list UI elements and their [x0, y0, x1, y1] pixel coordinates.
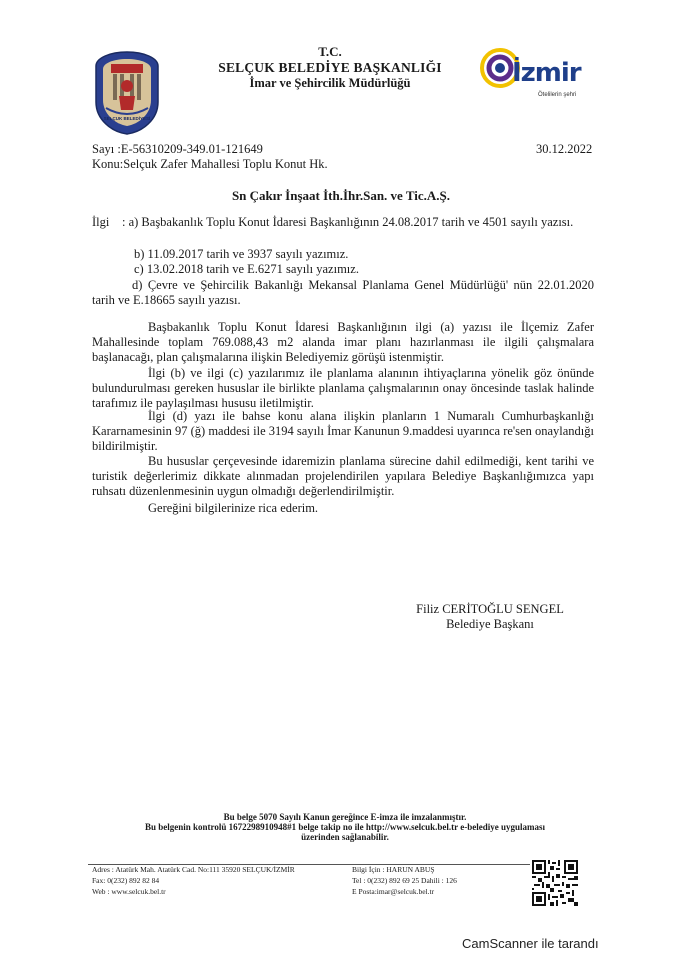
- addressee: Sn Çakır İnşaat İth.İhr.San. ve Tic.A.Ş.: [231, 188, 451, 203]
- esign-line-1: Bu belge 5070 Sayılı Kanun gereğince E-imza ile imzalanmıştır.: [223, 812, 467, 822]
- letterhead: [180, 44, 480, 91]
- document-number: Sayı :E-56310209-349.01-121649: [92, 142, 263, 156]
- qr-code: [532, 860, 578, 906]
- izmir-tagline: Ötelilerin şehri: [538, 92, 577, 98]
- document-subject: Konu:Selçuk Zafer Mahallesi Toplu Konut Hk.: [92, 157, 328, 171]
- qr-code-icon: [532, 860, 578, 906]
- footer-phone: Tel : 0(232) 892 69 25 Dahili : 126: [352, 876, 457, 885]
- document-date: 30.12.2022: [536, 142, 593, 156]
- signatory-title: Belediye Başkanı: [446, 617, 534, 631]
- ilgi-label: İlgi: [92, 215, 110, 229]
- header-institution: SELÇUK BELEDİYE BAŞKANLIĞI: [218, 60, 442, 75]
- footer-contact-person: Bilgi İçin : HARUN ABUŞ: [352, 865, 435, 874]
- izmir-wordmark: İzmir: [512, 58, 581, 88]
- ilgi-a: : a) Başbakanlık Toplu Konut İdaresi Başkanlığının 24.08.2017 tarih ve 4501 sayılı yazısı.: [122, 215, 574, 229]
- paragraph-3: İlgi (d) yazı ile bahse konu alana ilişkin planların 1 Numaralı Cumhurbaşkanlığı Kararnamesinin 97 (ğ) maddesi ile 3194 sayılı İmar Kanunun 9.maddesi uyarınca re'sen onaylandığı bildirilmiştir.: [92, 409, 594, 453]
- signature-block: [400, 602, 580, 632]
- paragraph-2: İlgi (b) ve ilgi (c) yazılarımız ile planlama alanının ihtiyaçlarına yönelik göz önünde bulundurulması gereken hususlar ile birlikte planlama çalışmalarının onay öncesinde taslak halinde tarafımız ile paylaşılması hususu iletilmiştir.: [92, 366, 594, 410]
- footer-web: Web : www.selcuk.bel.tr: [92, 887, 166, 896]
- header-department: İmar ve Şehircilik Müdürlüğü: [249, 76, 411, 90]
- emblem-text: SELÇUK BELEDİYESİ: [103, 116, 151, 121]
- izmir-logo: [478, 44, 598, 108]
- esign-notice: [80, 812, 610, 842]
- esign-line-2: Bu belgenin kontrolü 1672298910948#1 belge takip no ile http://www.selcuk.bel.tr e-belediye uygulaması: [145, 822, 545, 832]
- footer-fax: Fax: 0(232) 892 82 84: [92, 876, 160, 885]
- ilgi-d: d) Çevre ve Şehircilik Bakanlığı Mekansal Planlama Genel Müdürlüğü' nün 22.01.2020 tarih ve E.18665 sayılı yazısı.: [92, 278, 594, 307]
- ilgi-b: b) 11.09.2017 tarih ve 3937 sayılı yazımız.: [134, 247, 349, 261]
- paragraph-5: Gereğini bilgilerinize rica ederim.: [148, 501, 319, 515]
- scanner-watermark: CamScanner ile tarandı: [462, 936, 599, 951]
- footer-left: [92, 864, 342, 897]
- footer-address: Adres : Atatürk Mah. Atatürk Cad. No:111 35920 SELÇUK/İZMİR: [92, 865, 295, 874]
- esign-line-3: üzerinden sağlanabilir.: [301, 832, 389, 842]
- paragraph-4: Bu hususlar çerçevesinde idaremizin planlama sürecine dahil edilmediği, kent tarihi ve turistik değerlerimiz dikkate alınmadan projelendirilen yapılara Belediye Başkanlığımızca yapı ruhsatı düzenlenmesinin uygun olmadığı değerlendirilmiştir.: [92, 454, 594, 498]
- footer-email: E Posta:imar@selcuk.bel.tr: [352, 887, 435, 896]
- emblem-shield-icon: [92, 50, 162, 136]
- signatory-name: Filiz CERİTOĞLU SENGEL: [416, 602, 564, 616]
- footer-right: [352, 864, 532, 897]
- selcuk-emblem: [92, 50, 162, 136]
- header-tc: T.C.: [318, 44, 342, 59]
- ilgi-c: c) 13.02.2018 tarih ve E.6271 sayılı yazımız.: [134, 262, 359, 276]
- paragraph-1: Başbakanlık Toplu Konut İdaresi Başkanlığının ilgi (a) yazısı ile İlçemiz Zafer Mahallesinde toplam 769.088,43 m2 alanda imar planı hazırlanması ile ilgili çalışmalara başlanacağı, plan çalışmalarına ilişkin Belediyemiz görüşü istenmiştir.: [92, 320, 594, 364]
